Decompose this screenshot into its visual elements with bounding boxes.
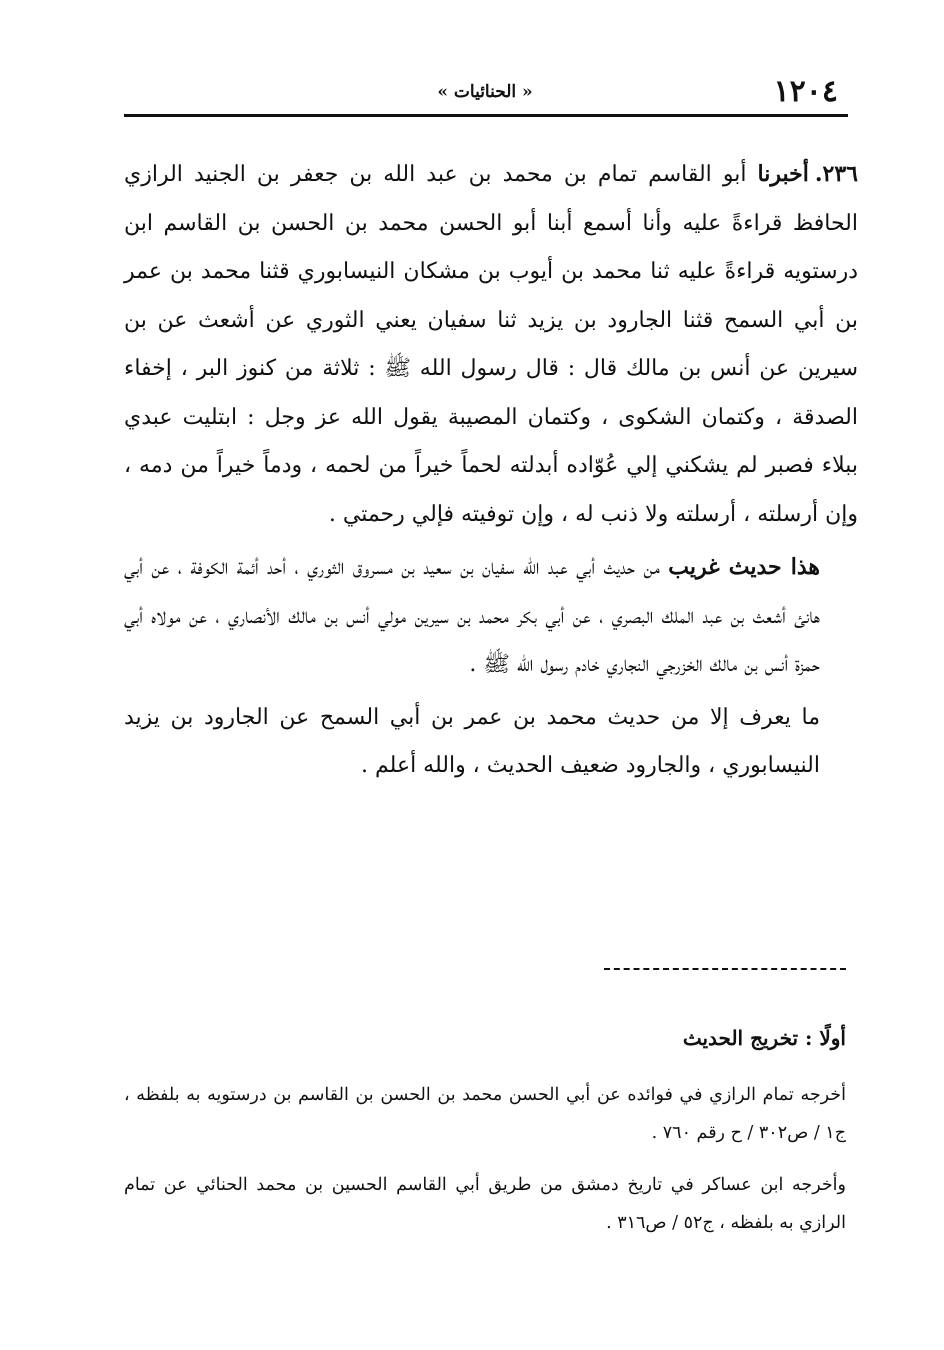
running-title: « الحنائيات » (437, 82, 533, 102)
commentary-paragraph-2 (124, 694, 858, 791)
page-number: ١٢٠٤ (773, 74, 838, 109)
footnote-separator (604, 968, 846, 970)
hadith-paragraph (124, 150, 858, 539)
commentary-lead: هذا حديث غريب (668, 554, 820, 580)
commentary-text-2: ما يعرف إلا من حديث محمد بن عمر بن أبي السمح عن الجارود بن يزيد النيسابوري ، والجارود ضعيف الحديث ، والله أعلم . (124, 704, 820, 778)
takhrij-note-1: أخرجه تمام الرازي في فوائده عن أبي الحسن محمد بن الحسن بن القاسم بن درستويه به بلفظه ، ج١ / ص٣٠٢ / ح رقم ٧٦٠ . (124, 1085, 846, 1143)
commentary-paragraph-1 (124, 543, 858, 690)
main-text (124, 150, 858, 791)
footnotes (124, 1020, 846, 1256)
page-header (124, 68, 846, 112)
takhrij-heading: أولًا : تخريج الحديث (682, 1026, 846, 1050)
hadith-number: ٢٣٦. (814, 161, 858, 187)
hadith-text: أبو القاسم تمام بن محمد بن عبد الله بن جعفر بن الجنيد الرازي الحافظ قراءةً عليه وأنا أسمع أبنا أبو الحسن محمد بن الحسن بن القاسم ابن درستويه قراءةً عليه ثنا محمد بن أيوب بن مشكان النيسابوري قثنا محمد بن عمر بن أبي السمح قثنا الجارود بن يزيد ثنا سفيان يعني الثوري عن أشعث عن بن سيرين عن أنس بن مالك قال : قال رسول الله ﷺ : ثلاثة من كنوز البر ، إخفاء الصدقة ، وكتمان الشكوى ، وكتمان المصيبة يقول الله عز وجل : ابتليت عبدي ببلاء فصبر لم يشكني إلي عُوّاده أبدلته لحماً خيراً من لحمه ، ودماً خيراً من دمه ، وإن أرسلته ، أرسلته ولا ذنب له ، وإن توفيته فإلي رحمتي . (124, 162, 858, 527)
hadith-opening-word: أخبرنا (757, 161, 809, 187)
commentary-text-1: من حديث أبي عبد الله سفيان بن سعيد بن مسروق الثوري ، أحد أئمة الكوفة ، عن أبي هانئ أشعث بن عبد الملك البصري ، عن أبي بكر محمد بن سيرين مولي أنس بن مالك الأنصاري ، عن مولاه أبي حمزة أنس بن مالك الخزرجي النجاري خادم رسول الله ﷺ . (124, 555, 820, 677)
takhrij-note-2: وأخرجه ابن عساكر في تاريخ دمشق من طريق أبي القاسم الحسين بن محمد الحنائي عن تمام الرازي به بلفظه ، ج٥٢ / ص٣١٦ . (124, 1175, 846, 1233)
header-rule (124, 114, 848, 117)
